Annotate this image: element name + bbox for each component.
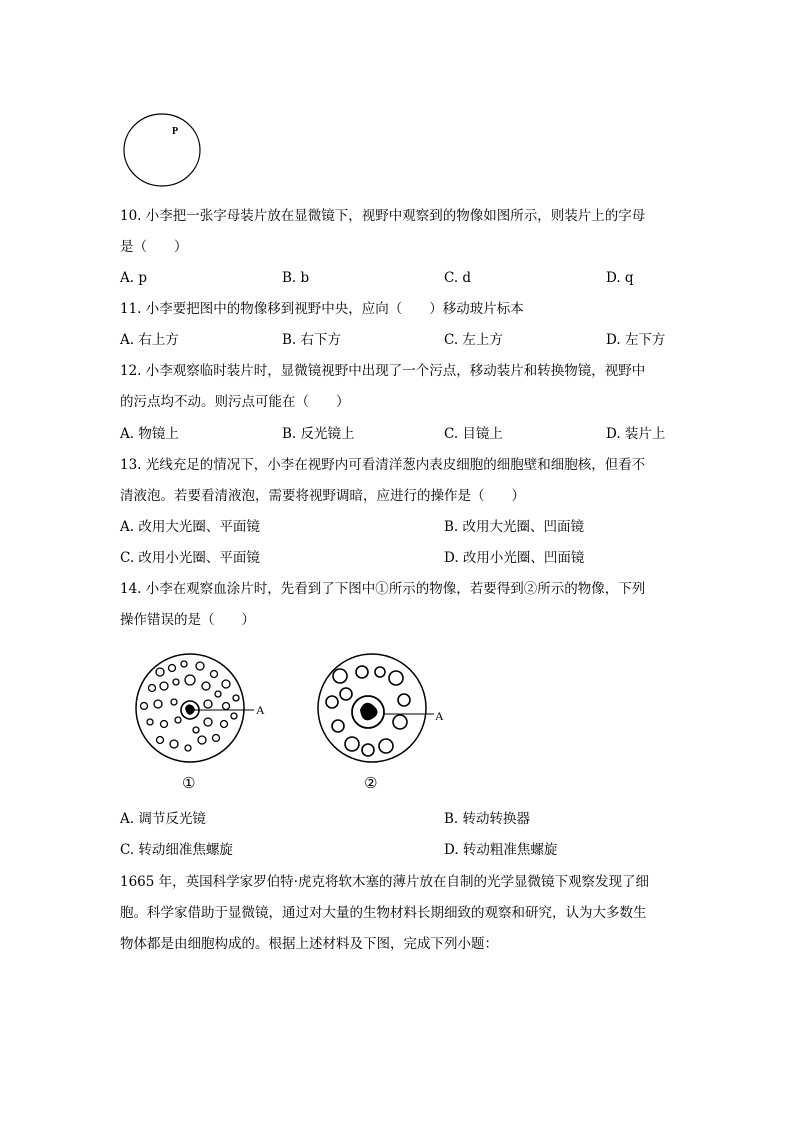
figure-number-2: ② (364, 774, 378, 792)
question-11-line-1: 11. 小李要把图中的物像移到视野中央，应向（ ）移动玻片标本 (120, 301, 524, 317)
figure-number-1: ① (182, 774, 196, 792)
cell-label-a-2: A (435, 709, 444, 723)
q11-option-c[interactable]: C. 左上方 (444, 332, 503, 348)
q11-option-b[interactable]: B. 右下方 (282, 332, 342, 348)
letter-p-label: P (172, 126, 179, 137)
question-13-line-1: 13. 光线充足的情况下，小李在视野内可看清洋葱内表皮细胞的细胞壁和细胞核，但看不 (120, 457, 646, 473)
q11-option-d[interactable]: D. 左下方 (606, 332, 666, 348)
question-12-line-2: 的污点均不动。则污点可能在（ ） (120, 394, 350, 410)
question-14-line-1: 14. 小李在观察血涂片时，先看到了下图中①所示的物像，若要得到②所示的物像，下列 (120, 581, 646, 597)
question-14-line-2: 操作错误的是（ ） (120, 612, 255, 628)
q10-option-b[interactable]: B. b (282, 270, 310, 286)
blood-smear-figure-2 (312, 650, 462, 800)
q13-option-c[interactable]: C. 改用小光圈、平面镜 (120, 550, 260, 566)
passage-line-3: 物体都是由细胞构成的。根据上述材料及下图，完成下列小题： (120, 936, 498, 952)
q13-option-d[interactable]: D. 改用小光圈、凹面镜 (444, 550, 585, 566)
q12-option-b[interactable]: B. 反光镜上 (282, 426, 355, 442)
cell-label-a-1: A (256, 703, 265, 717)
q10-option-a[interactable]: A. p (120, 270, 147, 286)
q14-option-b[interactable]: B. 转动转换器 (444, 811, 531, 827)
q14-option-c[interactable]: C. 转动细准焦螺旋 (120, 842, 233, 858)
question-13-line-2: 清液泡。若要看清液泡，需要将视野调暗，应进行的操作是（ ） (120, 488, 525, 504)
q14-option-a[interactable]: A. 调节反光镜 (120, 811, 206, 827)
white-blood-cell-nucleus-2 (360, 703, 378, 721)
q12-option-a[interactable]: A. 物镜上 (120, 426, 179, 442)
q10-option-d[interactable]: D. q (606, 270, 634, 286)
question-10-line-1: 10. 小李把一张字母装片放在显微镜下，视野中观察到的物像如图所示，则装片上的字母 (120, 208, 646, 224)
q14-option-d[interactable]: D. 转动粗准焦螺旋 (444, 842, 558, 858)
question-12-line-1: 12. 小李观察临时装片时，显微镜视野中出现了一个污点，移动装片和转换物镜，视野中 (120, 363, 646, 379)
q12-option-c[interactable]: C. 目镜上 (444, 426, 503, 442)
q11-option-a[interactable]: A. 右上方 (120, 332, 179, 348)
q12-option-d[interactable]: D. 装片上 (606, 426, 666, 442)
q10-option-c[interactable]: C. d (444, 270, 472, 286)
question-10-line-2: 是（ ） (120, 239, 188, 255)
q13-option-a[interactable]: A. 改用大光圈、平面镜 (120, 519, 260, 535)
letter-p-field-of-view-figure (118, 110, 208, 190)
q13-option-b[interactable]: B. 改用大光圈、凹面镜 (444, 519, 585, 535)
passage-line-1: 1665 年，英国科学家罗伯特·虎克将软木塞的薄片放在自制的光学显微镜下观察发现了细 (120, 874, 649, 890)
passage-line-2: 胞。科学家借助于显微镜，通过对大量的生物材料长期细致的观察和研究，认为大多数生 (120, 905, 647, 921)
blood-smear-figure-1 (130, 650, 280, 800)
field-of-view-circle (124, 114, 200, 186)
